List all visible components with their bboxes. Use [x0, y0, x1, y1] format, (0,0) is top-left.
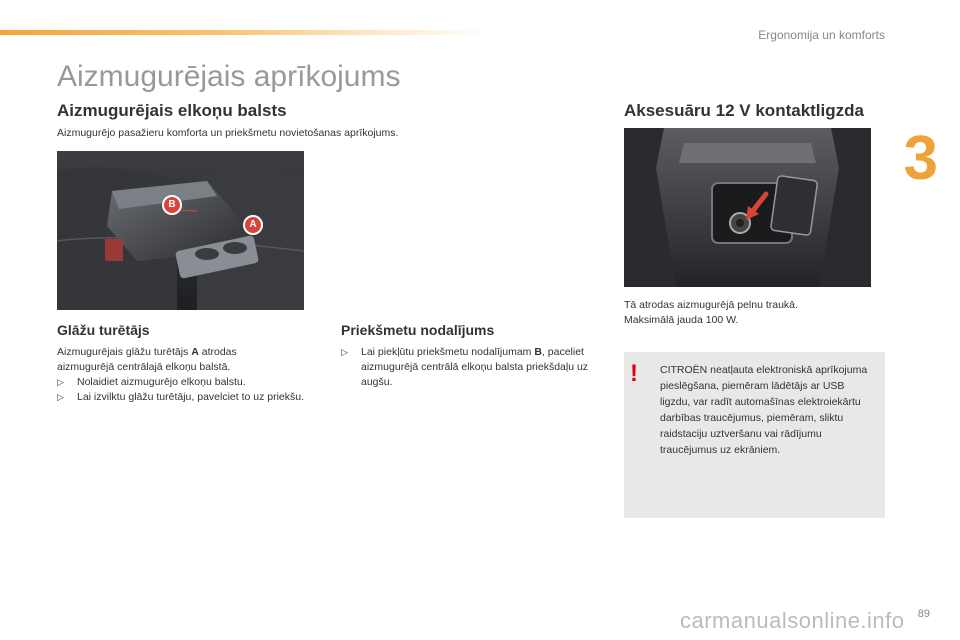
section-title: Ergonomija un komforts — [758, 28, 885, 42]
socket-text — [624, 298, 884, 328]
label-a-text: A — [249, 219, 257, 230]
socket-photo — [624, 128, 871, 287]
socket-line2: Maksimālā jauda 100 W. — [624, 314, 739, 326]
storage-text — [341, 345, 603, 390]
label-b-callout — [162, 195, 182, 215]
storage-heading: Priekšmetu nodalījums — [341, 322, 495, 338]
armrest-photo — [57, 151, 304, 310]
page-number: 89 — [917, 608, 930, 620]
socket-heading: Aksesuāru 12 V kontaktligzda — [624, 101, 864, 120]
cup-holder-line1: Aizmugurējais glāžu turētājs A atrodas — [57, 346, 237, 358]
cup-holder-text — [57, 345, 312, 405]
header-accent-bar — [0, 30, 490, 35]
armrest-intro: Aizmugurējo pasažieru komforta un priekšmetu novietošanas aprīkojums. — [57, 127, 399, 139]
watermark: carmanualsonline.info — [680, 608, 905, 633]
armrest-heading: Aizmugurējais elkoņu balsts — [57, 101, 287, 120]
cup-holder-line2: aizmugurējā centrālajā elkoņu balstā. — [57, 361, 231, 373]
armrest-illustration — [57, 151, 304, 310]
label-a-callout — [243, 215, 263, 235]
cup-holder-bullet-2: ▷ Lai izvilktu glāžu turētāju, pavelciet to uz priekšu. — [57, 390, 312, 405]
label-b-text: B — [168, 199, 176, 210]
chapter-number: 3 — [903, 124, 938, 193]
cup-holder-heading: Glāžu turētājs — [57, 322, 150, 338]
page-title: Aizmugurējais aprīkojums — [57, 60, 401, 93]
cup-holder-bullet-1: ▷ Nolaidiet aizmugurējo elkoņu balstu. — [57, 375, 312, 390]
warning-icon: ! — [630, 360, 638, 387]
warning-text: CITROËN neatļauta elektroniskā aprīkojuma pieslēgšana, piemēram lādētājs ar USB ligzdu, var radīt automašīnas elektroiekārtu darbības traucējumus, piemēram, sliktu raidstaciju uztveršanu vai rādījumu traucējumus uz ekrāniem. — [660, 364, 868, 456]
storage-bullet: ▷ Lai piekļūtu priekšmetu nodalījumam B, paceliet aizmugurējā centrālā elkoņu balsta priekšdaļu uz augšu. — [341, 345, 603, 390]
socket-line1: Tā atrodas aizmugurējā pelnu traukā. — [624, 299, 798, 311]
socket-illustration — [624, 128, 871, 287]
